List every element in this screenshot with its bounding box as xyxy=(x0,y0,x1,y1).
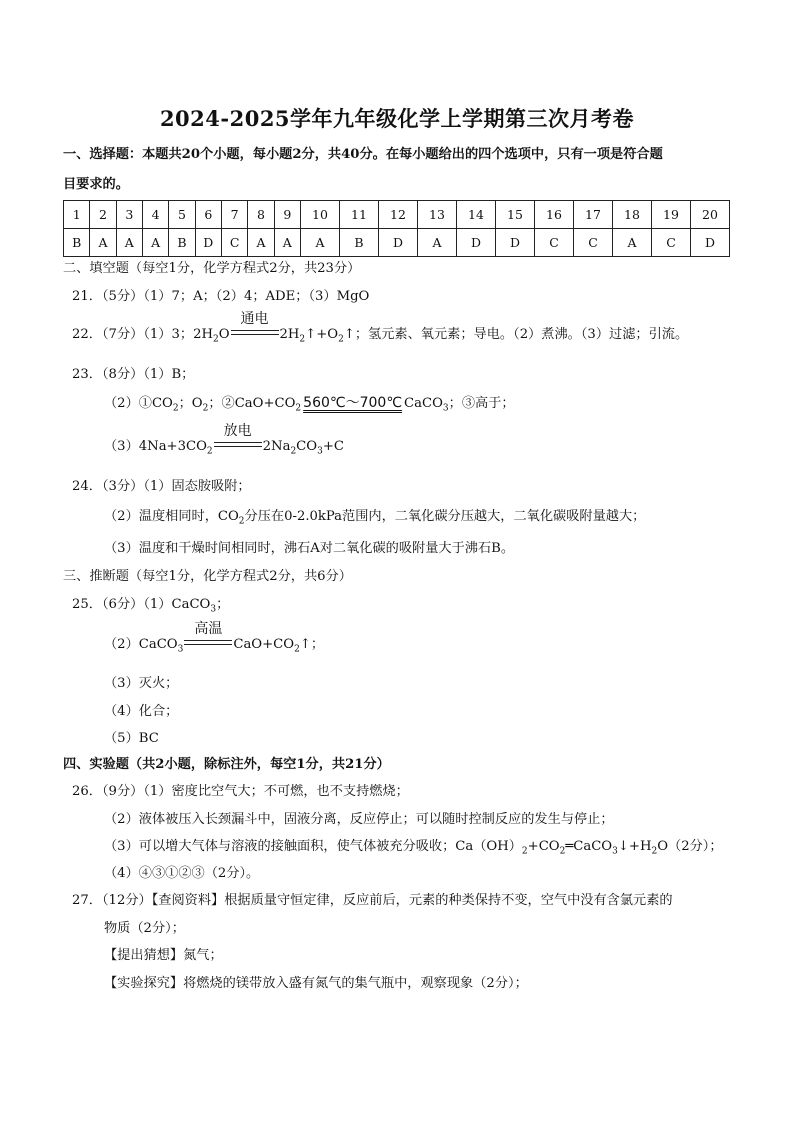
question-number: 8 xyxy=(248,201,274,229)
answer-cell: C xyxy=(652,229,691,257)
q23-line3: $(3)4Na+3CO_2$ 放电 $2Na_2CO_3+C$ xyxy=(104,423,344,457)
answer-cell: A xyxy=(301,229,340,257)
reaction-condition xyxy=(214,423,262,450)
answer-cell: B xyxy=(169,229,195,257)
q27-line3: 【提出猜想】氮气； xyxy=(104,948,223,963)
q24-line2: （2）温度相同时，$CO_2$分压在0-2.0kPa范围内，二氧化碳分压越大，二氧化碳吸附量越大； xyxy=(104,509,646,527)
question-number: 17 xyxy=(574,201,613,229)
q25-line3: （3）灭火； xyxy=(104,676,179,691)
condition-label: 高温 xyxy=(194,621,223,637)
q25-line1: 25．（6分）（1）CaCO$_3$； xyxy=(72,597,230,615)
section2-heading: 二、填空题（每空1分，化学方程式2分，共23分） xyxy=(63,261,361,276)
question-number: 12 xyxy=(379,201,418,229)
reaction-condition xyxy=(184,621,232,648)
section1-heading-line2: 目要求的。 xyxy=(63,177,129,192)
answer-cell: A xyxy=(116,229,142,257)
answer-table-answer-row xyxy=(64,229,730,257)
question-number: 19 xyxy=(652,201,691,229)
question-number: 18 xyxy=(613,201,652,229)
question-number: 5 xyxy=(169,201,195,229)
q27-line1: 27．（12分）【查阅资料】根据质量守恒定律，反应前后，元素的种类保持不变，空气中没有含氯元素的 xyxy=(72,893,673,908)
question-number: 6 xyxy=(195,201,221,229)
answer-table xyxy=(63,200,730,257)
section1-heading-line1: 一、选择题：本题共20个小题，每小题2分，共40分。在每小题给出的四个选项中，只有一项是符合题 xyxy=(63,147,663,162)
question-number: 11 xyxy=(340,201,379,229)
question-number: 1 xyxy=(64,201,90,229)
page-title: 2024-2025学年九年级化学上学期第三次月考卷 xyxy=(159,106,635,131)
answer-cell: A xyxy=(90,229,116,257)
answer-cell: D xyxy=(379,229,418,257)
answer-cell: C xyxy=(535,229,574,257)
question-number: 15 xyxy=(496,201,535,229)
question-number: 2 xyxy=(90,201,116,229)
q26-line1: 26．（9分）（1）密度比空气大；不可燃，也不支持燃烧； xyxy=(72,784,409,799)
q25-line5: （5）BC xyxy=(104,731,159,746)
answer-cell: A xyxy=(248,229,274,257)
question-number: 3 xyxy=(116,201,142,229)
answer-cell: D xyxy=(457,229,496,257)
q25-line2: （2）CaCO$_3$ 高温 $CaO+CO_2↑$； xyxy=(104,621,325,655)
reaction-condition xyxy=(231,311,279,338)
q24-line3: （3）温度和干燥时间相同时，沸石A对二氧化碳的吸附量大于沸石B。 xyxy=(104,541,515,556)
answer-cell: D xyxy=(195,229,221,257)
question-number: 20 xyxy=(691,201,730,229)
answer-cell: D xyxy=(496,229,535,257)
answer-cell: D xyxy=(691,229,730,257)
q26-line3: （3）可以增大气体与溶液的接触面积，使气体被充分吸收；$Ca(OH)_2+CO_2═CaCO_3↓+H_2O(2$分）； xyxy=(104,839,723,857)
question-number: 13 xyxy=(418,201,457,229)
question-number: 16 xyxy=(535,201,574,229)
answer-table-number-row xyxy=(64,201,730,229)
answer-cell: A xyxy=(274,229,300,257)
answer-cell: C xyxy=(574,229,613,257)
q25-line4: （4）化合； xyxy=(104,704,179,719)
condition-label: 放电 xyxy=(223,423,252,439)
reaction-condition: 560℃～700℃ xyxy=(303,395,403,411)
q27-line4: 【实验探究】将燃烧的镁带放入盛有氮气的集气瓶中，观察现象（2分）； xyxy=(104,976,528,991)
q22-answer: 22．（7分）（1）3；$2H_2O$ 通电 $2H_2↑+O_2↑$；氢元素、氧元素；导电。（2）煮沸。（3）过滤；引流。 xyxy=(72,311,689,345)
section4-heading: 四、实验题（共2小题，除标注外，每空1分，共21分） xyxy=(63,757,390,772)
q21-answer: 21．（5分）（1）7；A；（2）4；ADE；（3）MgO xyxy=(72,289,370,304)
answer-cell: A xyxy=(418,229,457,257)
answer-cell: A xyxy=(142,229,168,257)
condition-label: 通电 xyxy=(240,311,269,327)
question-number: 4 xyxy=(142,201,168,229)
section3-heading: 三、推断题（每空1分，化学方程式2分，共6分） xyxy=(63,569,352,584)
answer-cell: B xyxy=(340,229,379,257)
q26-line4: （4）④③①②③（2分）。 xyxy=(104,866,260,881)
question-number: 9 xyxy=(274,201,300,229)
q23-line2: $(2)①CO_2$；$O_2$；$②CaO+CO_2$ 560℃～700℃ CaCO$_3$；③高于； xyxy=(104,395,515,414)
q23-line1: 23．（8分）（1）B； xyxy=(72,367,195,382)
question-number: 7 xyxy=(221,201,247,229)
question-number: 14 xyxy=(457,201,496,229)
q27-line2: 物质（2分）； xyxy=(104,921,185,936)
q24-line1: 24．（3分）（1）固态胺吸附； xyxy=(72,479,251,494)
answer-cell: A xyxy=(613,229,652,257)
q26-line2: （2）液体被压入长颈漏斗中，固液分离，反应停止；可以随时控制反应的发生与停止； xyxy=(104,812,614,827)
answer-cell: C xyxy=(221,229,247,257)
question-number: 10 xyxy=(301,201,340,229)
answer-cell: B xyxy=(64,229,90,257)
q22-prefix: 22．（7分）（1）3；2H xyxy=(72,327,213,342)
